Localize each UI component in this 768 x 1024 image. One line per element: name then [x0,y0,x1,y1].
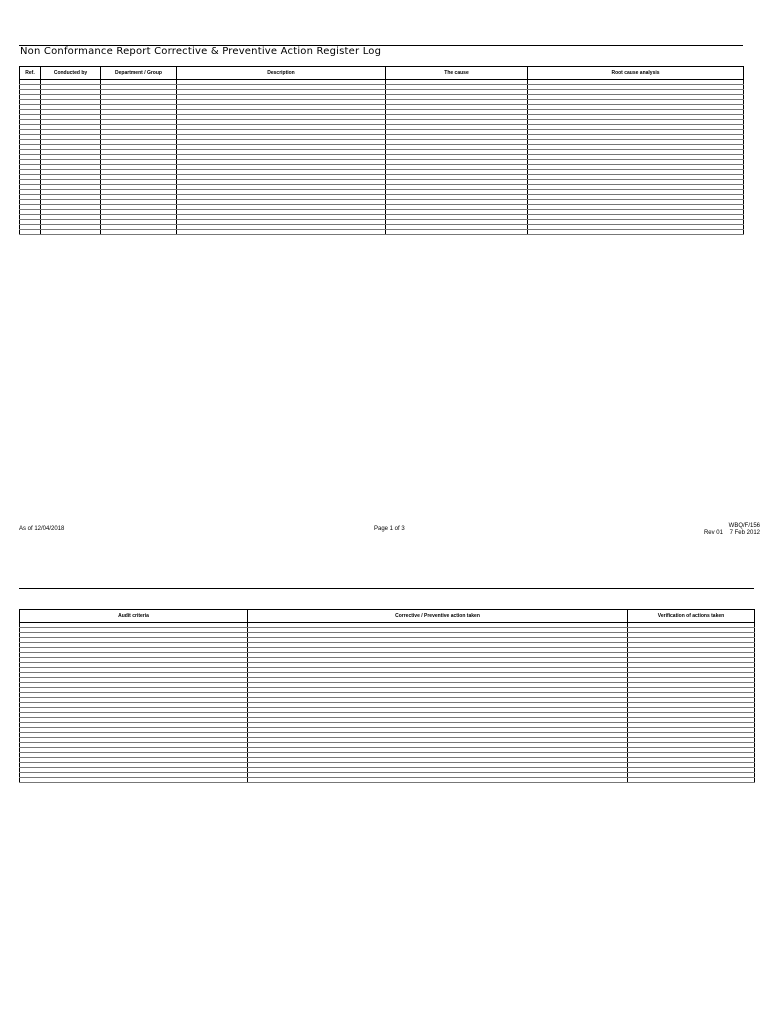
page2-top-rule [19,588,754,589]
col-header-department: Department / Group [101,67,177,80]
revision-line [704,530,760,537]
register-log-body [20,80,744,235]
col-header-verification: Verification of actions taken [628,610,755,623]
table-cell [248,778,628,783]
revision-date: 7 Feb 2012 [729,530,760,536]
table-header-row [20,610,755,623]
as-of-date: As of 12/04/2018 [19,526,65,532]
col-header-cause: The cause [386,67,528,80]
table-header-row [20,67,744,80]
page-number: Page 1 of 3 [374,526,405,532]
col-header-audit-criteria: Audit criteria [20,610,248,623]
col-header-conducted-by: Conducted by [41,67,101,80]
table-cell [528,230,744,235]
form-code: WBQ/F/156 [728,523,760,529]
table-cell [41,230,101,235]
corrective-action-body [20,623,755,783]
corrective-action-table [19,609,755,783]
document-title: Non Conformance Report Corrective & Preventive Action Register Log [20,46,382,57]
table-cell [20,778,248,783]
col-header-ref: Ref. [20,67,41,80]
table-cell [386,230,528,235]
table-row [20,778,755,783]
table-cell [101,230,177,235]
col-header-corrective-action: Corrective / Preventive action taken [248,610,628,623]
table-cell [628,778,755,783]
table-cell [20,230,41,235]
col-header-root-cause: Root cause analysis [528,67,744,80]
table-row [20,230,744,235]
table-cell [177,230,386,235]
register-log-table [19,66,744,235]
revision: Rev 01 [703,530,723,536]
form-info [704,523,760,537]
col-header-description: Description [177,67,386,80]
